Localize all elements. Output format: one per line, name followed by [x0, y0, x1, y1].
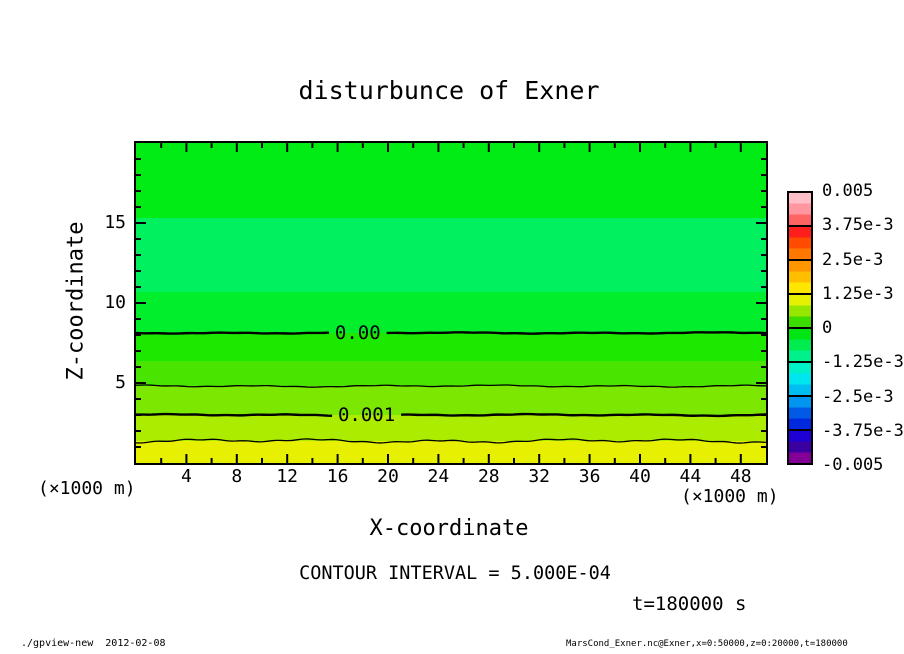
contour-line: [136, 385, 766, 387]
contour-line: [136, 439, 766, 443]
x-tick-label: 8: [231, 466, 243, 487]
x-tick-label: 20: [377, 466, 399, 487]
x-tick-label: 48: [729, 466, 752, 487]
colorbar-tick-label: 0.005: [822, 181, 874, 201]
time-label: t=180000 s: [632, 593, 747, 615]
colorbar-tick-label: 1.25e-3: [822, 283, 894, 304]
plot-area: [134, 141, 768, 465]
contour-line: [136, 414, 332, 416]
colorbar-cell: [789, 227, 811, 261]
x-tick-label: 16: [326, 466, 349, 487]
x-tick-label: 40: [629, 466, 651, 487]
y-tick-label: 5: [115, 372, 126, 393]
z-axis-unit: (×1000 m): [38, 478, 136, 499]
y-axis-label: Z-coordinate: [63, 221, 89, 381]
colorbar-tick-label: -1.25e-3: [822, 352, 904, 373]
colorbar-tick-label: 2.5e-3: [822, 249, 884, 270]
chart-title: disturbunce of Exner: [298, 76, 600, 105]
footer-source: MarsCond_Exner.nc@Exner,x=0:50000,z=0:20000,t=180000: [566, 639, 848, 649]
colorbar-cell: [789, 397, 811, 431]
colorbar-cell: [789, 431, 811, 463]
footer-command: ./gpview-new 2012-02-08: [21, 638, 166, 649]
colorbar-cell: [789, 363, 811, 397]
colorbar-tick-label: -0.005: [822, 455, 884, 475]
plot-overlay: [136, 143, 766, 463]
x-tick-label: 24: [427, 466, 450, 487]
x-tick-label: 4: [180, 466, 192, 487]
x-tick-label: 12: [276, 466, 299, 487]
contour-interval-text: CONTOUR INTERVAL = 5.000E-04: [299, 563, 611, 584]
colorbar-cell: [789, 329, 811, 363]
contour-line: [136, 333, 329, 334]
x-tick-label: 44: [679, 466, 702, 487]
contour-label: 0.00: [334, 321, 381, 344]
colorbar-tick-label: 0: [822, 318, 833, 338]
x-tick-label: 36: [578, 466, 601, 487]
contour-label: 0.001: [337, 404, 396, 426]
colorbar-cell: [789, 295, 811, 329]
colorbar: [787, 191, 813, 465]
x-axis-label: X-coordinate: [369, 516, 529, 541]
colorbar-tick-label: -3.75e-3: [822, 420, 904, 441]
contour-line: [387, 332, 766, 333]
colorbar-cell: [789, 193, 811, 227]
x-tick-label: 28: [477, 466, 500, 487]
x-axis-unit: (×1000 m): [681, 486, 779, 507]
colorbar-tick-label: 3.75e-3: [822, 215, 894, 236]
x-tick-label: 32: [528, 466, 551, 487]
contour-line: [401, 414, 766, 416]
y-tick-label: 10: [104, 292, 126, 313]
y-tick-label: 15: [104, 212, 126, 233]
colorbar-cell: [789, 261, 811, 295]
colorbar-tick-label: -2.5e-3: [822, 386, 894, 407]
